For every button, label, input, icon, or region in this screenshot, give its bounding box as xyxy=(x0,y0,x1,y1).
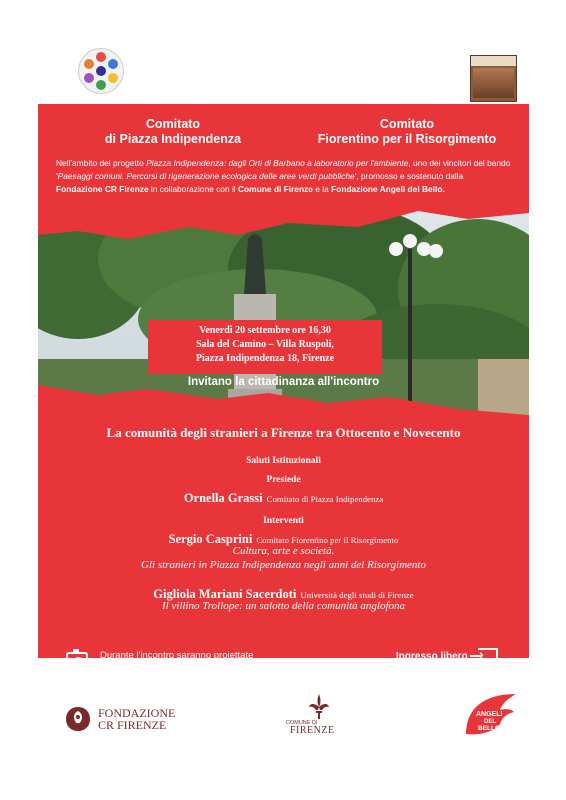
chair-affiliation: Comitato di Piazza Indipendenza xyxy=(266,494,384,504)
event-details-box xyxy=(148,320,382,374)
angeli-del-bello-logo xyxy=(462,690,518,738)
event-date: Venerdì 20 settembre ore 16,30 xyxy=(199,325,331,336)
enter-icon xyxy=(478,648,498,664)
invite-line: Invitano la cittadinanza all'incontro xyxy=(187,376,380,388)
photos-note xyxy=(100,650,340,686)
photos-note-line1: Durante l'incontro saranno proiettate xyxy=(100,650,254,661)
speaker2-name: Gigliola Mariani Sacerdoti xyxy=(153,587,297,601)
presiede-label: Presiede xyxy=(266,475,301,485)
chair-name: Ornella Grassi xyxy=(183,491,263,505)
fondazione-cr-firenze-text: FONDAZIONE CR FIRENZE xyxy=(98,706,176,732)
fleur-de-lis-icon xyxy=(307,693,331,721)
svg-text:ANGELI: ANGELI xyxy=(476,711,503,718)
chair-line xyxy=(38,489,529,507)
speaker2-talk: Il villino Trollope: un salotto della comunità anglofona xyxy=(161,600,406,612)
photos-note-line2: foto Fratelli Alinari di Piazza xyxy=(100,662,223,673)
organizer-right xyxy=(302,117,512,147)
camera-icon xyxy=(66,652,88,668)
organizer-right-line1: Comitato xyxy=(379,117,435,131)
firenze-label: FIRENZE xyxy=(290,725,335,736)
event-address: Piazza Indipendenza 18, Firenze xyxy=(195,353,335,364)
comitato-piazza-indipendenza-logo xyxy=(78,48,124,94)
organizer-left-line2: di Piazza Indipendenza xyxy=(104,132,242,146)
intro-paragraph: Nell'ambito del progetto Piazza Indipendenza: dagli Orti di Barbano a laboratorio per l'ambiente, uno dei vincitori del bando 'Paesaggi comuni. Percorsi di rigenerazione ecologica delle aree verdi pubbliche', promosso e sostenuto dalla Fondazione CR Firenze in collaborazione con il Comune di Firenze e la Fondazione Angeli del Bello. xyxy=(56,158,511,194)
comitato-risorgimento-logo xyxy=(470,55,517,102)
torn-edge-top xyxy=(38,205,529,255)
organizer-left-line1: Comitato xyxy=(145,117,201,131)
organizer-left xyxy=(78,117,268,147)
event-venue: Sala del Camino – Villa Ruspoli, xyxy=(196,339,334,350)
saluti-label: Saluti Istituzionali xyxy=(246,456,321,466)
speaker1-affiliation: Comitato Fiorentino per il Risorgimento xyxy=(256,535,399,545)
svg-text:DEL: DEL xyxy=(484,719,496,725)
interventi-label: Interventi xyxy=(263,516,304,526)
torn-edge-bottom xyxy=(38,385,529,455)
speaker1-name: Sergio Casprini xyxy=(168,532,253,546)
fondazione-cr-firenze-logo xyxy=(64,705,92,733)
speaker1-talk-line2: Gli stranieri in Piazza Indipendenza negli anni del Risorgimento xyxy=(141,559,426,571)
speaker2-affiliation: Università degli studi di Firenze xyxy=(300,590,414,600)
svg-text:BELLO: BELLO xyxy=(478,725,501,732)
event-title: La comunità degli stranieri a Firenze tra Ottocento e Novecento xyxy=(106,425,461,440)
ingresso-libero: Ingresso libero xyxy=(396,651,468,662)
comune-di-label: COMUNE DI xyxy=(286,720,318,726)
speaker1-talk-line1: Cultura, arte e società. xyxy=(232,545,335,557)
organizer-right-line2: Fiorentino per il Risorgimento xyxy=(317,132,497,146)
photos-note-line3: Indipendenza xyxy=(100,674,158,685)
